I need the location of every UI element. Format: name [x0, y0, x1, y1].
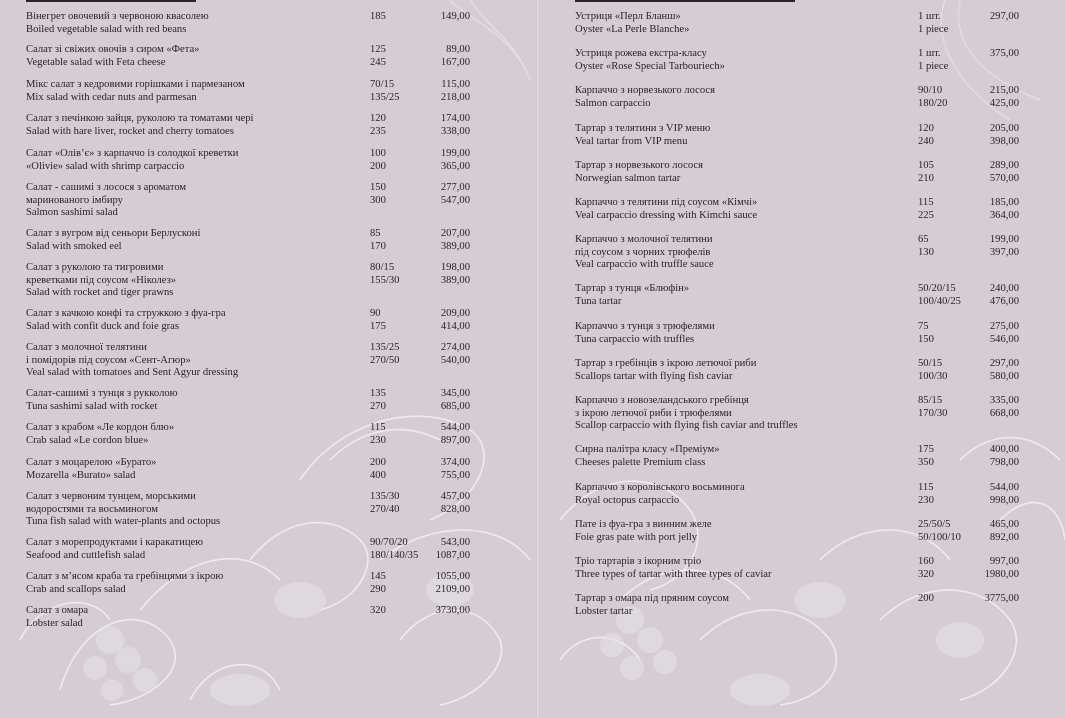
- dish-name-line: Salad with hare liver, rocket and cherry tomatoes: [26, 125, 234, 137]
- dish-name-line: Тартар з телятини з VIP меню: [575, 123, 711, 134]
- dish-name: [26, 571, 223, 596]
- dish-weight-line: 185: [370, 11, 386, 22]
- dish-name-line: Lobster tartar: [575, 605, 633, 617]
- dish-price: [441, 148, 470, 173]
- dish-name-line: Карпаччо з новозеландського гребінця: [575, 395, 749, 406]
- dish-price-line: 2109,00: [435, 583, 470, 595]
- dish-name: [575, 556, 772, 581]
- dish-weight: [370, 182, 386, 207]
- left-top-rule: [26, 0, 196, 2]
- dish-price-line: 543,00: [440, 537, 470, 548]
- dish-name-line: Tuna tartar: [575, 295, 622, 307]
- dish-name-line: Карпаччо з норвезького лосося: [575, 85, 715, 96]
- dish-name: [26, 491, 220, 529]
- dish-name-line: Tuna sashimi salad with rocket: [26, 400, 158, 412]
- dish-weight-line: 100/30: [918, 370, 948, 382]
- dish-name-line: Вінегрет овочевий з червоною квасолею: [26, 11, 209, 22]
- dish-name-line: Сирна палітра класу «Преміум»: [575, 444, 720, 455]
- dish-price: [441, 182, 470, 207]
- dish-weight: [370, 262, 399, 287]
- dish-weight-line: 155/30: [370, 274, 400, 286]
- dish-weight-line: 85: [370, 228, 381, 239]
- dish-name: [26, 79, 245, 104]
- dish-price-line: 207,00: [440, 228, 470, 239]
- dish-name: [26, 44, 199, 69]
- dish-weight-line: 115: [918, 197, 934, 208]
- dish-name-line: водоростями та восьминогом: [26, 503, 158, 515]
- dish-price-line: 365,00: [440, 160, 470, 172]
- dish-name-line: Salad with confit duck and foie gras: [26, 320, 179, 332]
- dish-weight: [918, 48, 948, 73]
- dish-weight-line: 135/30: [370, 491, 400, 502]
- dish-name: [575, 593, 729, 618]
- dish-weight-line: 115: [918, 482, 934, 493]
- dish-weight: [370, 79, 399, 104]
- dish-price-line: 798,00: [989, 456, 1019, 468]
- dish-weight-line: 150: [918, 333, 934, 345]
- dish-price-line: 3775,00: [984, 593, 1019, 604]
- dish-name-line: Three types of tartar with three types of caviar: [575, 568, 772, 580]
- dish-price: [441, 228, 470, 253]
- dish-price: [990, 234, 1019, 259]
- dish-name-line: Тартар з омара під пряним соусом: [575, 593, 729, 604]
- dish-weight-line: 175: [918, 444, 934, 455]
- dish-price: [441, 262, 470, 287]
- dish-price-line: 892,00: [989, 531, 1019, 543]
- dish-price-line: 570,00: [989, 172, 1019, 184]
- dish-price-line: 198,00: [440, 262, 470, 273]
- dish-weight-line: 50/100/10: [918, 531, 961, 543]
- dish-weight-line: 200: [370, 457, 386, 468]
- dish-weight: [370, 571, 386, 596]
- dish-price-line: 277,00: [440, 182, 470, 193]
- dish-weight-line: 270/50: [370, 354, 400, 366]
- dish-weight: [370, 342, 399, 367]
- dish-name-line: Салат з морепродуктами і каракатицею: [26, 537, 204, 548]
- dish-price-line: 1980,00: [984, 568, 1019, 580]
- dish-weight: [918, 482, 934, 507]
- dish-name: [26, 342, 238, 380]
- dish-name: [26, 113, 253, 138]
- dish-name-line: Salmon carpaccio: [575, 97, 651, 109]
- dish-weight: [918, 556, 934, 581]
- dish-price-line: 335,00: [989, 395, 1019, 406]
- dish-weight-line: 170/30: [918, 407, 948, 419]
- dish-weight: [918, 395, 947, 420]
- dish-price-line: 998,00: [989, 494, 1019, 506]
- dish-price-line: 115,00: [441, 79, 470, 90]
- dish-price-line: 828,00: [440, 503, 470, 515]
- dish-price: [990, 48, 1019, 61]
- dish-price-line: 544,00: [989, 482, 1019, 493]
- dish-name-line: Oyster «Rose Special Tarbouriech»: [575, 60, 725, 72]
- dish-weight: [370, 605, 386, 618]
- dish-price: [441, 79, 470, 104]
- dish-name-line: Салат з крабом «Ле кордон блю»: [26, 422, 175, 433]
- dish-name-line: Салат - сашимі з лосося з ароматом: [26, 182, 187, 193]
- dish-price-line: 755,00: [440, 469, 470, 481]
- dish-name-line: Салат з м’ясом краба та гребінцями з ікрою: [26, 571, 224, 582]
- dish-price-line: 400,00: [989, 444, 1019, 455]
- page-fold: [536, 0, 540, 718]
- dish-name-line: Салат з качкою конфі та стружкою з фуа-гра: [26, 308, 226, 319]
- dish-price-line: 218,00: [440, 91, 470, 103]
- dish-price: [441, 491, 470, 516]
- dish-price: [990, 85, 1019, 110]
- dish-name: [575, 395, 798, 433]
- dish-name-line: Lobster salad: [26, 617, 83, 629]
- dish-weight-line: 290: [370, 583, 386, 595]
- dish-name-line: Салат з червоним тунцем, морськими: [26, 491, 196, 502]
- dish-name-line: Mix salad with cedar nuts and parmesan: [26, 91, 197, 103]
- dish-price-line: 274,00: [440, 342, 470, 353]
- dish-weight-line: 135: [370, 388, 386, 399]
- dish-weight-line: 65: [918, 234, 929, 245]
- dish-weight-line: 135/25: [370, 342, 400, 353]
- dish-weight-line: 145: [370, 571, 386, 582]
- dish-price-line: 289,00: [989, 160, 1019, 171]
- dish-name: [575, 160, 703, 185]
- dish-price: [441, 44, 470, 69]
- dish-name-line: Мікс салат з кедровими горішками і пармезаном: [26, 79, 245, 90]
- dish-weight-line: 175: [370, 320, 386, 332]
- dish-price-line: 1055,00: [435, 571, 470, 582]
- dish-price-line: 199,00: [989, 234, 1019, 245]
- dish-price-line: 546,00: [989, 333, 1019, 345]
- dish-name-line: Пате із фуа-гра з винним желе: [575, 519, 712, 530]
- dish-price-line: 185,00: [989, 197, 1019, 208]
- dish-name-line: Карпаччо з телятини під соусом «Кімчі»: [575, 197, 758, 208]
- dish-price-line: 167,00: [440, 56, 470, 68]
- dish-name: [26, 262, 176, 300]
- dish-weight-line: 130: [918, 246, 934, 258]
- dish-name-line: Vegetable salad with Feta cheese: [26, 56, 166, 68]
- dish-name-line: креветками під соусом «Ніколез»: [26, 274, 177, 286]
- dish-weight: [370, 491, 399, 516]
- dish-name-line: Тартар з гребінців з ікрою летючої риби: [575, 358, 757, 369]
- dish-name: [26, 148, 238, 173]
- dish-weight: [918, 593, 934, 606]
- dish-price-line: 540,00: [440, 354, 470, 366]
- dish-price: [990, 482, 1019, 507]
- dish-name: [26, 537, 203, 562]
- dish-weight: [370, 457, 386, 482]
- dish-name-line: Устриця рожева екстра-класу: [575, 48, 707, 59]
- dish-name-line: Veal tartar from VIP menu: [575, 135, 688, 147]
- dish-name-line: Salmon sashimi salad: [26, 207, 118, 218]
- dish-name-line: Салат з руколою та тигровими: [26, 262, 164, 273]
- dish-weight: [370, 422, 386, 447]
- dish-price: [990, 321, 1019, 346]
- dish-weight-line: 230: [918, 494, 934, 506]
- dish-price-line: 668,00: [989, 407, 1019, 419]
- dish-price-line: 375,00: [989, 48, 1019, 59]
- dish-weight-line: 80/15: [370, 262, 395, 273]
- dish-price-line: 338,00: [440, 125, 470, 137]
- dish-price: [990, 160, 1019, 185]
- dish-name: [575, 234, 714, 272]
- dish-weight: [370, 228, 386, 253]
- dish-weight: [918, 321, 934, 346]
- dish-name-line: Scallops tartar with flying fish caviar: [575, 370, 733, 382]
- dish-name: [26, 308, 226, 333]
- dish-weight: [918, 11, 948, 36]
- dish-name-line: Veal carpaccio with truffle sauce: [575, 259, 714, 270]
- dish-price: [985, 593, 1019, 606]
- dish-price-line: 374,00: [440, 457, 470, 468]
- dish-weight-line: 230: [370, 434, 386, 446]
- dish-name: [575, 444, 720, 469]
- dish-weight-line: 1 piece: [918, 23, 949, 35]
- dish-price-line: 389,00: [440, 240, 470, 252]
- dish-price-line: 425,00: [989, 97, 1019, 109]
- dish-name-line: Салат «Олів’є» з карпаччо із солодкої креветки: [26, 148, 239, 159]
- dish-weight-line: 320: [370, 605, 386, 616]
- dish-price-line: 997,00: [989, 556, 1019, 567]
- dish-weight: [370, 537, 418, 562]
- dish-price: [436, 605, 470, 618]
- dish-price: [990, 519, 1019, 544]
- dish-name-line: Cheeses palette Premium class: [575, 456, 706, 468]
- dish-name-line: Seafood and cuttlefish salad: [26, 549, 146, 561]
- dish-name-line: Салат-сашимі з тунця з рукколою: [26, 388, 178, 399]
- dish-name: [26, 228, 200, 253]
- dish-name-line: з ікрою летючої риби і трюфелями: [575, 407, 732, 419]
- dish-name-line: Салат з омара: [26, 605, 89, 616]
- dish-weight-line: 350: [918, 456, 934, 468]
- dish-weight-line: 235: [370, 125, 386, 137]
- dish-name-line: Boiled vegetable salad with red beans: [26, 23, 187, 35]
- dish-name: [26, 457, 156, 482]
- dish-name-line: Crab salad «Le cordon blue»: [26, 434, 149, 446]
- dish-name-line: Тартар з норвезького лосося: [575, 160, 703, 171]
- dish-price-line: 215,00: [989, 85, 1019, 96]
- dish-price: [441, 422, 470, 447]
- dish-weight-line: 210: [918, 172, 934, 184]
- dish-price: [436, 571, 470, 596]
- dish-name-line: Тріо тартарів з ікорним тріо: [575, 556, 702, 567]
- dish-price: [990, 283, 1019, 308]
- dish-weight-line: 200: [370, 160, 386, 172]
- dish-name: [26, 182, 186, 220]
- dish-price-line: 345,00: [440, 388, 470, 399]
- dish-weight-line: 25/50/5: [918, 519, 951, 530]
- dish-weight-line: 85/15: [918, 395, 943, 406]
- dish-name-line: Veal salad with tomatoes and Sent Agyur dressing: [26, 367, 239, 378]
- dish-name: [26, 422, 174, 447]
- dish-name: [575, 519, 712, 544]
- dish-weight-line: 50/15: [918, 358, 943, 369]
- dish-price: [990, 123, 1019, 148]
- dish-weight-line: 135/25: [370, 91, 400, 103]
- dish-price-line: 297,00: [989, 358, 1019, 369]
- dish-price: [990, 395, 1019, 420]
- dish-name-line: Salad with smoked eel: [26, 240, 122, 252]
- dish-name-line: Салат з вугром від сеньори Берлусконі: [26, 228, 201, 239]
- dish-price-line: 209,00: [440, 308, 470, 319]
- dish-weight-line: 180/20: [918, 97, 948, 109]
- dish-weight-line: 1 piece: [918, 60, 949, 72]
- dish-price-line: 1087,00: [435, 549, 470, 561]
- dish-name-line: Royal octopus carpaccio: [575, 494, 680, 506]
- dish-weight: [370, 388, 386, 413]
- dish-weight-line: 240: [918, 135, 934, 147]
- dish-weight-line: 225: [918, 209, 934, 221]
- dish-price: [441, 11, 470, 24]
- dish-weight-line: 125: [370, 44, 386, 55]
- dish-name-line: під соусом з чорних трюфелів: [575, 246, 711, 258]
- dish-price: [441, 388, 470, 413]
- dish-name-line: Салат з молочної телятини: [26, 342, 147, 353]
- dish-weight-line: 105: [918, 160, 934, 171]
- dish-weight-line: 180/140/35: [370, 549, 419, 561]
- dish-name-line: Mozarella «Burato» salad: [26, 469, 136, 481]
- dish-weight-line: 270/40: [370, 503, 400, 515]
- dish-weight: [918, 160, 934, 185]
- dish-name-line: Тартар з тунця «Блюфін»: [575, 283, 690, 294]
- dish-weight: [370, 11, 386, 24]
- dish-price-line: 580,00: [989, 370, 1019, 382]
- dish-name: [575, 85, 715, 110]
- dish-name: [26, 11, 209, 36]
- dish-weight-line: 300: [370, 194, 386, 206]
- dish-name: [575, 48, 725, 73]
- dish-name-line: Scallop carpaccio with flying fish caviar and truffles: [575, 420, 798, 431]
- dish-name-line: і помідорів під соусом «Сент-Агюр»: [26, 354, 191, 366]
- dish-weight: [370, 113, 386, 138]
- dish-name-line: Crab and scallops salad: [26, 583, 126, 595]
- dish-weight-line: 400: [370, 469, 386, 481]
- dish-weight-line: 270: [370, 400, 386, 412]
- dish-name-line: Карпаччо з молочної телятини: [575, 234, 713, 245]
- dish-price-line: 3730,00: [435, 605, 470, 616]
- dish-name: [575, 358, 756, 383]
- dish-price-line: 544,00: [440, 422, 470, 433]
- dish-name-line: Карпаччо з королівського восьминога: [575, 482, 745, 493]
- dish-price-line: 398,00: [989, 135, 1019, 147]
- dish-weight-line: 90/70/20: [370, 537, 408, 548]
- dish-name-line: Tuna fish salad with water-plants and octopus: [26, 516, 221, 527]
- dish-name-line: Tuna carpaccio with truffles: [575, 333, 695, 345]
- dish-name-line: Norwegian salmon tartar: [575, 172, 681, 184]
- dish-price-line: 199,00: [440, 148, 470, 159]
- dish-name-line: Салат зі свіжих овочів з сиром «Фета»: [26, 44, 200, 55]
- dish-name-line: Foie gras pate with port jelly: [575, 531, 698, 543]
- dish-name: [575, 321, 715, 346]
- dish-name: [26, 605, 88, 630]
- right-top-rule: [575, 0, 795, 2]
- dish-price: [441, 113, 470, 138]
- dish-weight-line: 75: [918, 321, 929, 332]
- dish-name-line: Карпаччо з тунця з трюфелями: [575, 321, 715, 332]
- dish-weight: [370, 44, 386, 69]
- dish-weight-line: 160: [918, 556, 934, 567]
- dish-weight: [918, 234, 934, 259]
- dish-weight-line: 100: [370, 148, 386, 159]
- dish-weight: [918, 85, 947, 110]
- dish-weight-line: 120: [370, 113, 386, 124]
- dish-weight: [918, 283, 961, 308]
- dish-price-line: 414,00: [440, 320, 470, 332]
- dish-weight: [370, 308, 386, 333]
- dish-weight-line: 70/15: [370, 79, 395, 90]
- dish-price: [441, 342, 470, 367]
- dish-name-line: Салат з печінкою зайця, руколою та томатами чері: [26, 113, 254, 124]
- dish-name: [575, 123, 710, 148]
- dish-name-line: Salad with rocket and tiger prawns: [26, 287, 174, 298]
- dish-weight-line: 150: [370, 182, 386, 193]
- dish-weight-line: 200: [918, 593, 934, 604]
- dish-name: [575, 11, 689, 36]
- dish-name: [575, 482, 745, 507]
- dish-weight-line: 320: [918, 568, 934, 580]
- dish-name-line: Oyster «La Perle Blanche»: [575, 23, 690, 35]
- dish-weight-line: 170: [370, 240, 386, 252]
- dish-price: [441, 457, 470, 482]
- dish-price: [990, 444, 1019, 469]
- dish-price-line: 89,00: [446, 44, 470, 55]
- dish-weight-line: 90: [370, 308, 381, 319]
- dish-weight-line: 1 шт.: [918, 48, 941, 59]
- dish-price-line: 897,00: [440, 434, 470, 446]
- dish-price-line: 240,00: [989, 283, 1019, 294]
- dish-weight-line: 50/20/15: [918, 283, 956, 294]
- dish-name: [575, 197, 757, 222]
- dish-price-line: 457,00: [440, 491, 470, 502]
- dish-price-line: 275,00: [989, 321, 1019, 332]
- dish-name: [26, 388, 178, 413]
- dish-price-line: 364,00: [989, 209, 1019, 221]
- dish-weight-line: 115: [370, 422, 386, 433]
- dish-price: [985, 556, 1019, 581]
- dish-price: [990, 358, 1019, 383]
- dish-price: [990, 11, 1019, 24]
- dish-name-line: «Olivie» salad with shrimp carpaccio: [26, 160, 185, 172]
- dish-weight: [918, 519, 961, 544]
- dish-weight-line: 120: [918, 123, 934, 134]
- dish-weight: [918, 358, 947, 383]
- dish-price-line: 685,00: [440, 400, 470, 412]
- dish-price-line: 297,00: [989, 11, 1019, 22]
- dish-weight: [918, 197, 934, 222]
- dish-weight-line: 1 шт.: [918, 11, 941, 22]
- dish-price: [441, 308, 470, 333]
- dish-weight-line: 100/40/25: [918, 295, 961, 307]
- dish-price-line: 389,00: [440, 274, 470, 286]
- dish-price: [990, 197, 1019, 222]
- dish-name-line: маринованого імбиру: [26, 194, 123, 206]
- dish-weight: [918, 123, 934, 148]
- dish-price-line: 476,00: [989, 295, 1019, 307]
- dish-name-line: Veal carpaccio dressing with Kimchi sauce: [575, 209, 758, 221]
- dish-name: [575, 283, 689, 308]
- dish-price-line: 465,00: [989, 519, 1019, 530]
- dish-name-line: Устриця «Перл Бланш»: [575, 11, 681, 22]
- dish-price: [436, 537, 470, 562]
- dish-weight: [918, 444, 934, 469]
- dish-price-line: 397,00: [989, 246, 1019, 258]
- dish-weight-line: 90/10: [918, 85, 943, 96]
- dish-price-line: 149,00: [440, 11, 470, 22]
- dish-price-line: 547,00: [440, 194, 470, 206]
- dish-name-line: Салат з моцарелою «Бурато»: [26, 457, 157, 468]
- dish-price-line: 174,00: [440, 113, 470, 124]
- dish-weight-line: 245: [370, 56, 386, 68]
- dish-price-line: 205,00: [989, 123, 1019, 134]
- dish-weight: [370, 148, 386, 173]
